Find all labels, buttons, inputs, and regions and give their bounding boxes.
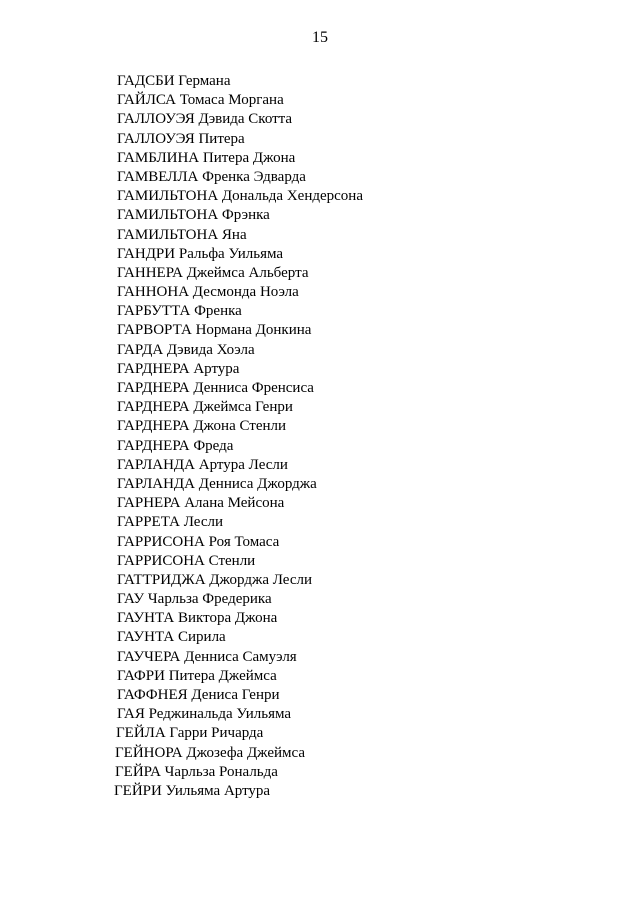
list-item: ГАЛЛОУЭЯ Дэвида Скотта	[117, 111, 293, 128]
list-item: ГАМИЛЬТОНА Яна	[117, 226, 247, 243]
list-item: ГАРНЕРА Алана Мейсона	[117, 495, 285, 512]
list-item: ГАРВОРТА Нормана Донкина	[117, 322, 312, 339]
list-item: ГАФФНЕЯ Дениса Генри	[117, 687, 280, 703]
list-item: ГЕЙРА Чарльза Рональда	[115, 763, 278, 780]
list-item: ГАРДА Дэвида Хоэла	[117, 341, 255, 358]
list-item: ГАМВЕЛЛА Френка Эдварда	[117, 168, 306, 185]
list-item: ГАДСБИ Германа	[117, 73, 231, 89]
list-item: ГАННЕРА Джеймса Альберта	[117, 264, 309, 281]
list-item: ГАННОНА Десмонда Ноэла	[117, 284, 299, 301]
list-item: ГАРРЕТА Лесли	[117, 514, 223, 531]
list-item: ГАРДНЕРА Джона Стенли	[117, 418, 287, 435]
list-item: ГАЛЛОУЭЯ Питера	[117, 130, 245, 147]
list-item: ГАУ Чарльза Фредерика	[117, 591, 272, 608]
list-item: ГАУНТА Виктора Джона	[117, 610, 278, 627]
list-item: ГАРДНЕРА Джеймса Генри	[117, 399, 293, 416]
list-item: ГАРЛАНДА Артура Лесли	[117, 456, 288, 473]
list-item: ГАМИЛЬТОНА Дональда Хендерсона	[117, 188, 363, 205]
list-item: ГЕЙЛА Гарри Ричарда	[116, 725, 264, 742]
list-item: ГАРРИСОНА Роя Томаса	[117, 533, 280, 550]
list-item: ГАРДНЕРА Фреда	[117, 437, 234, 454]
list-item: ГАУНТА Сирила	[117, 629, 226, 646]
list-item: ГАФРИ Питера Джеймса	[117, 667, 277, 684]
list-item: ГАЙЛСА Томаса Моргана	[117, 92, 284, 109]
name-list	[114, 72, 363, 801]
list-item: ГЕЙНОРА Джозефа Джеймса	[115, 744, 306, 761]
list-item: ГАТТРИДЖА Джорджа Лесли	[117, 571, 313, 588]
list-item: ГАРДНЕРА Денниса Френсиса	[117, 380, 314, 396]
list-item: ГАНДРИ Ральфа Уильяма	[117, 245, 284, 262]
list-item: ГАМБЛИНА Питера Джона	[117, 149, 296, 166]
list-item: ГАМИЛЬТОНА Фрэнка	[117, 207, 270, 224]
list-item: ГАРРИСОНА Стенли	[117, 552, 256, 569]
list-item: ГАРДНЕРА Артура	[117, 360, 240, 377]
list-item: ГАРБУТТА Френка	[117, 303, 242, 320]
page-number: 15	[312, 29, 328, 46]
list-item: ГАУЧЕРА Денниса Самуэля	[117, 648, 297, 665]
list-item: ГАРЛАНДА Денниса Джорджа	[117, 475, 317, 492]
list-item: ГАЯ Реджинальда Уильяма	[117, 706, 292, 723]
list-item: ГЕЙРИ Уильяма Артура	[114, 782, 271, 799]
